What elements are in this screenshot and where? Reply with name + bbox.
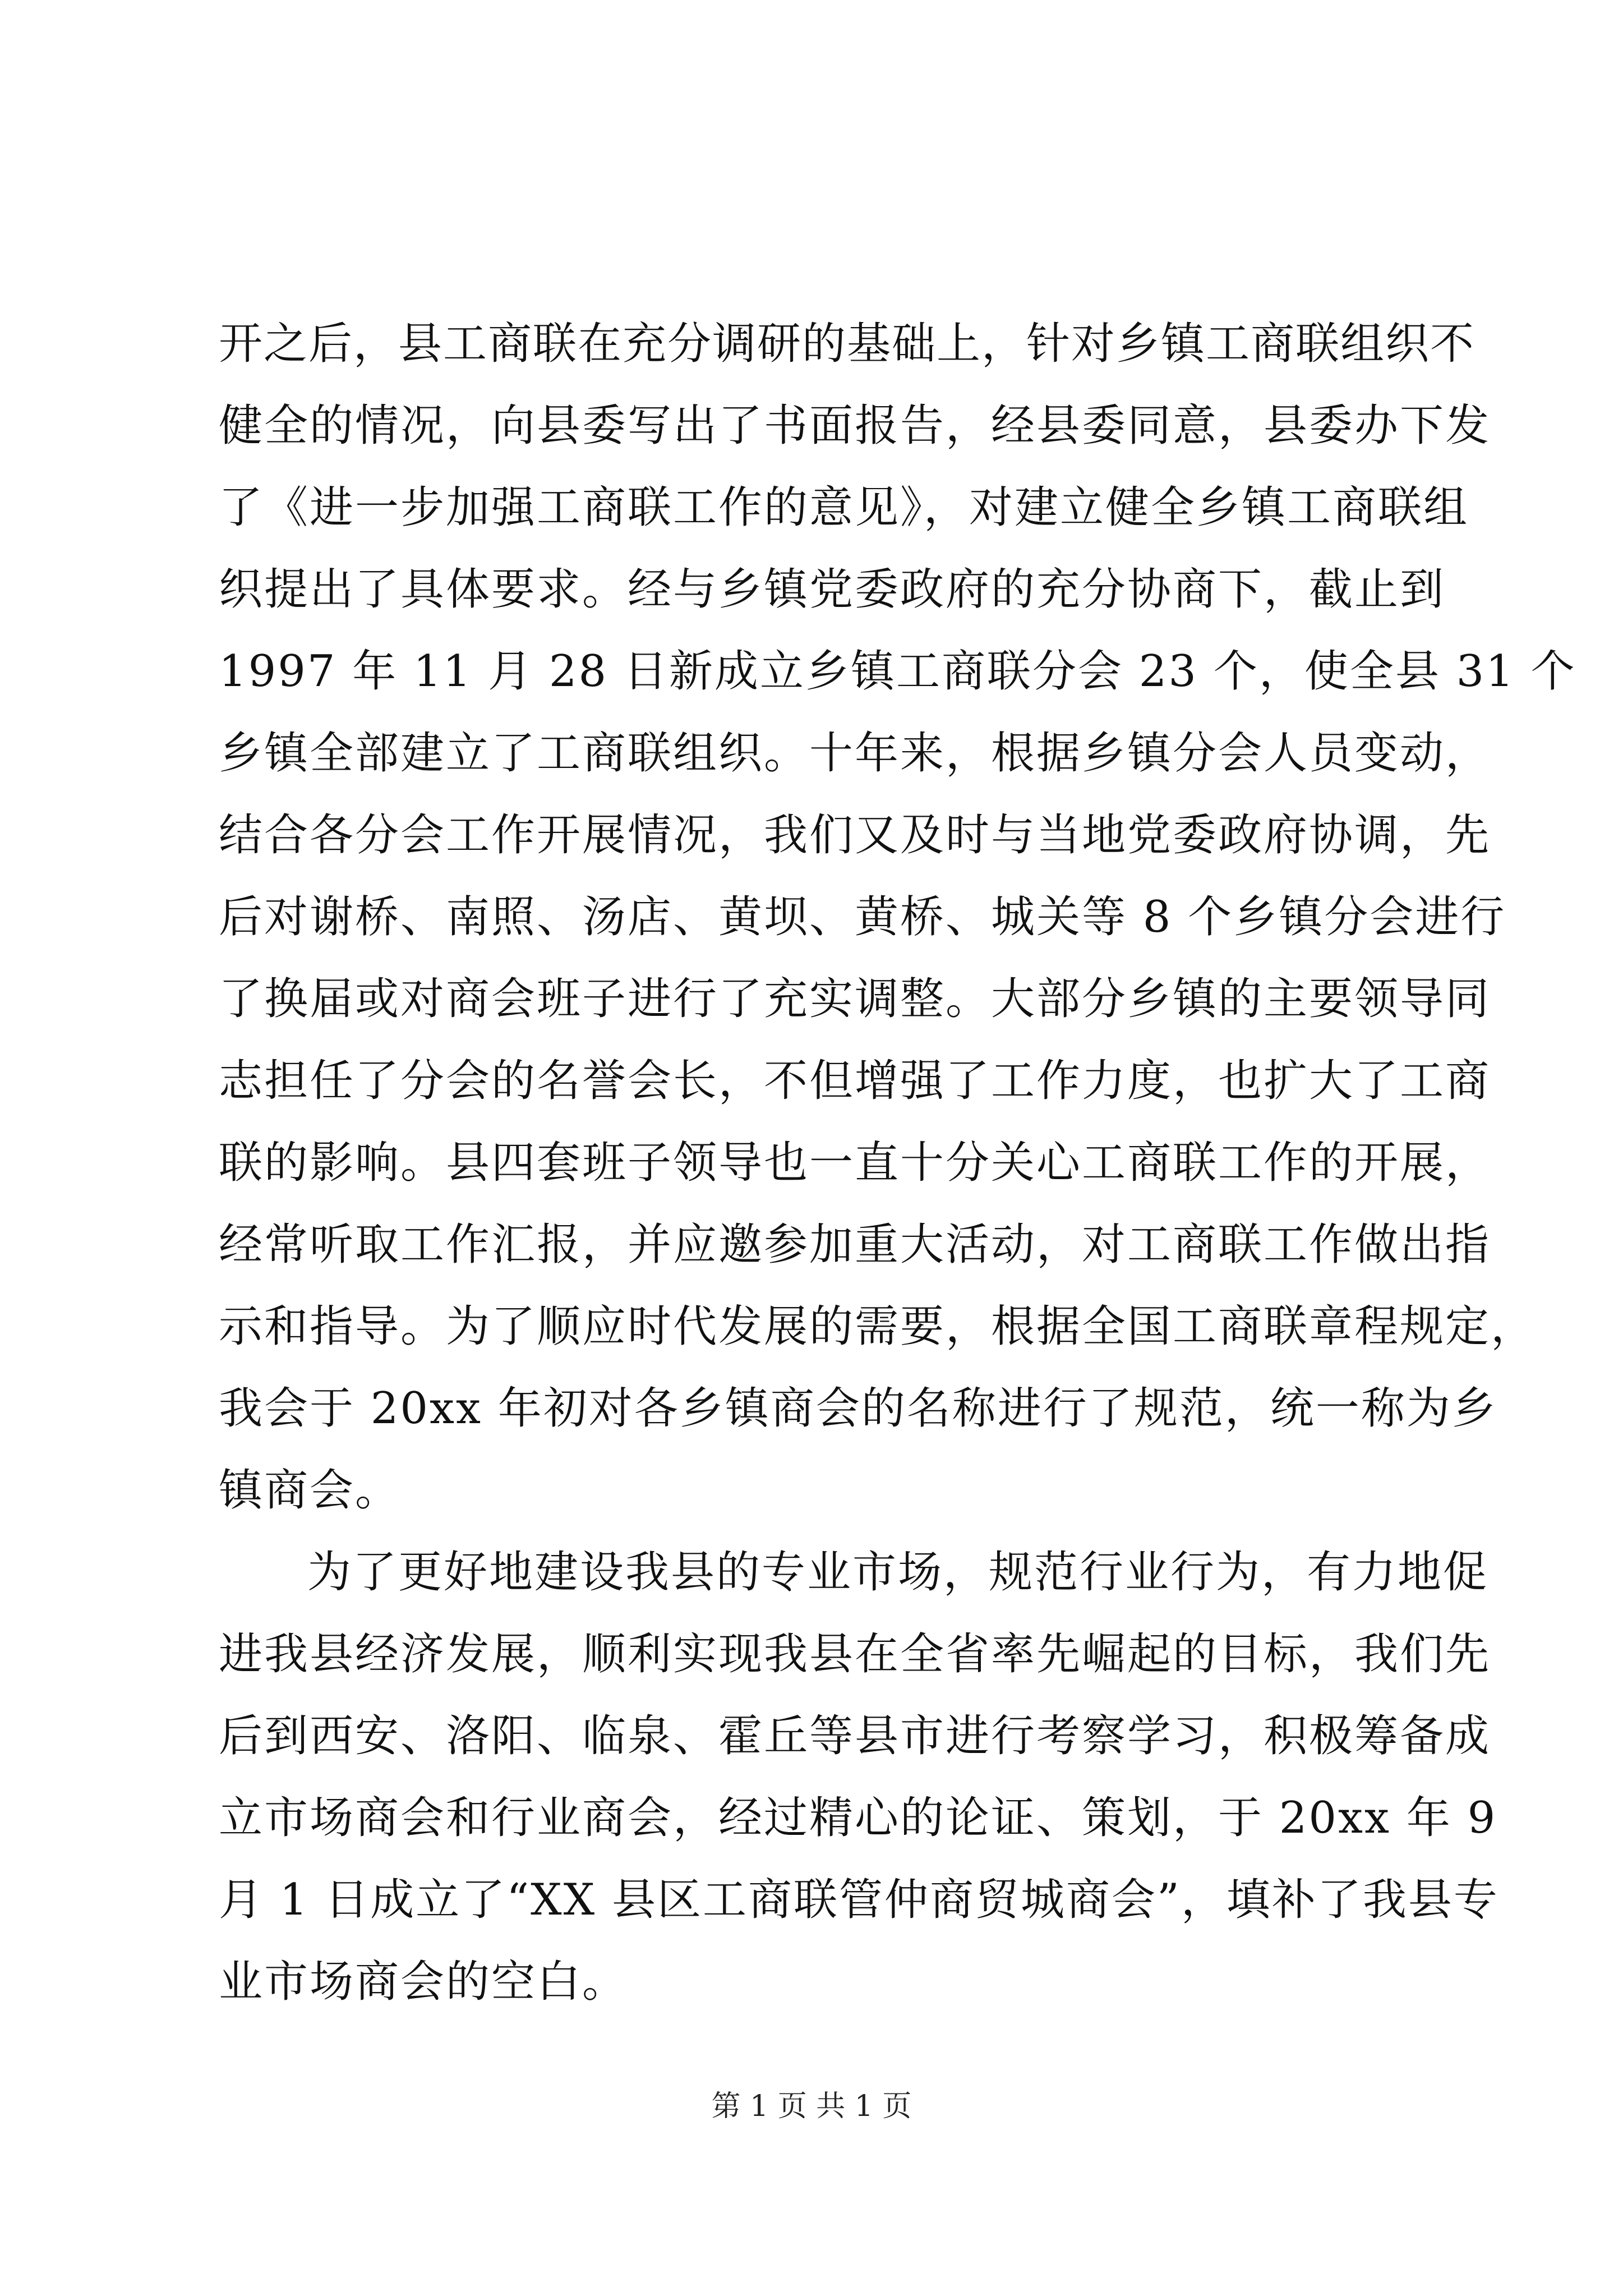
paragraph bbox=[219, 303, 1576, 1531]
paragraph bbox=[219, 1531, 1499, 2023]
text-line: 乡镇全部建立了工商联组织。十年来，根据乡镇分会人员变动， bbox=[219, 728, 1491, 779]
text-line: 月 1 日成立了“XX 县区工商联管仲商贸城商会”，填补了我县专 bbox=[219, 1875, 1499, 1925]
text-line: 镇商会。 bbox=[219, 1465, 401, 1516]
text-line: 后到西安、洛阳、临泉、霍丘等县市进行考察学习，积极筹备成 bbox=[219, 1711, 1491, 1761]
text-line: 经常听取工作汇报，并应邀参加重大活动，对工商联工作做出指 bbox=[219, 1220, 1491, 1270]
text-line: 联的影响。县四套班子领导也一直十分关心工商联工作的开展， bbox=[219, 1138, 1491, 1188]
text-line: 志担任了分会的名誉会长，不但增强了工作力度，也扩大了工商 bbox=[219, 1056, 1491, 1106]
text-line: 后对谢桥、南照、汤店、黄坝、黄桥、城关等 8 个乡镇分会进行 bbox=[219, 892, 1506, 942]
text-line: 织提出了具体要求。经与乡镇党委政府的充分协商下，截止到 bbox=[219, 564, 1446, 615]
text-line: 进我县经济发展，顺利实现我县在全省率先崛起的目标，我们先 bbox=[219, 1629, 1491, 1680]
text-line: 立市场商会和行业商会，经过精心的论证、策划，于 20xx 年 9 bbox=[219, 1793, 1497, 1843]
document-body bbox=[219, 303, 1576, 2023]
page-footer bbox=[0, 2087, 1623, 2126]
page-number-label: 第 1 页 共 1 页 bbox=[711, 2090, 912, 2123]
text-line: 示和指导。为了顺应时代发展的需要，根据全国工商联章程规定， bbox=[219, 1301, 1537, 1352]
text-line: 为了更好地建设我县的专业市场，规范行业行为，有力地促 bbox=[307, 1547, 1489, 1598]
text-line: 结合各分会工作开展情况，我们又及时与当地党委政府协调，先 bbox=[219, 810, 1491, 861]
text-line: 了换届或对商会班子进行了充实调整。大部分乡镇的主要领导同 bbox=[219, 974, 1491, 1024]
text-line: 健全的情况，向县委写出了书面报告，经县委同意，县委办下发 bbox=[219, 401, 1491, 451]
text-line: 开之后，县工商联在充分调研的基础上，针对乡镇工商联组织不 bbox=[219, 319, 1476, 369]
text-line: 了《进一步加强工商联工作的意见》，对建立健全乡镇工商联组 bbox=[219, 482, 1469, 533]
text-line: 我会于 20xx 年初对各乡镇商会的名称进行了规范，统一称为乡 bbox=[219, 1383, 1497, 1434]
text-line: 1997 年 11 月 28 日新成立乡镇工商联分会 23 个，使全县 31 个 bbox=[219, 646, 1576, 697]
text-line: 业市场商会的空白。 bbox=[219, 1957, 628, 2007]
